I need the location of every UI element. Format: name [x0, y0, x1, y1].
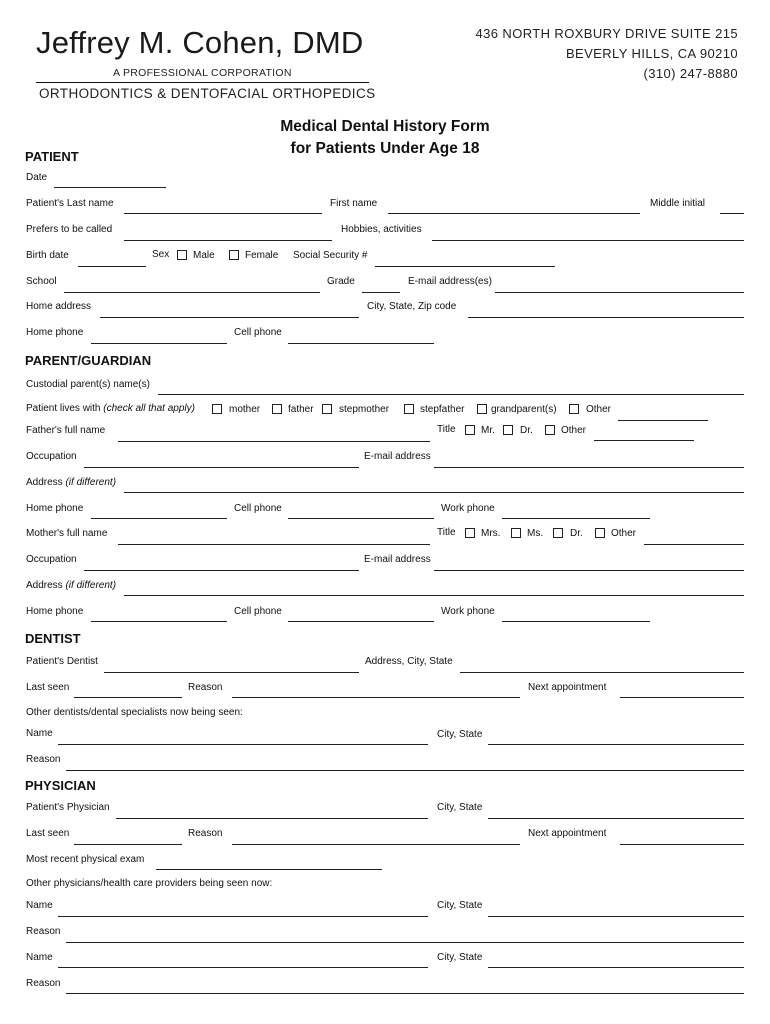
stepmother-checkbox[interactable]	[322, 404, 332, 414]
mrs-label: Mrs.	[481, 528, 501, 539]
section-patient: PATIENT	[25, 149, 79, 164]
other-relation-checkbox[interactable]	[569, 404, 579, 414]
provider-2-name-label: Name	[26, 952, 53, 963]
provider-1-city-label: City, State	[437, 900, 483, 911]
city-state-zip-label: City, State, Zip code	[367, 301, 457, 312]
grade-label: Grade	[327, 276, 355, 287]
dentist-next-appt-label: Next appointment	[528, 682, 607, 693]
email-label: E-mail address(es)	[408, 276, 492, 287]
sex-label: Sex	[152, 249, 170, 260]
mother-address-field[interactable]	[124, 595, 744, 596]
father-title-other-field[interactable]	[594, 440, 694, 441]
home-address-field[interactable]	[100, 317, 359, 318]
office-phone: (310) 247-8880	[643, 66, 738, 81]
school-label: School	[26, 276, 57, 287]
physician-city-label: City, State	[437, 802, 483, 813]
mother-other-label: Other	[611, 528, 637, 539]
father-label: father	[288, 404, 314, 415]
father-dr-checkbox[interactable]	[503, 425, 513, 435]
mr-checkbox[interactable]	[465, 425, 475, 435]
father-occupation-field[interactable]	[84, 467, 359, 468]
doctor-name: Jeffrey M. Cohen, DMD	[36, 25, 364, 60]
section-parent-guardian: PARENT/GUARDIAN	[25, 353, 152, 368]
other-dentist-name-label: Name	[26, 728, 53, 739]
mother-work-phone-field[interactable]	[502, 621, 650, 622]
mother-cell-phone-field[interactable]	[288, 621, 434, 622]
ms-checkbox[interactable]	[511, 528, 521, 538]
birth-date-label: Birth date	[26, 250, 69, 261]
father-title-label: Title	[437, 424, 456, 435]
prefers-label: Prefers to be called	[26, 224, 113, 235]
mother-occupation-field[interactable]	[84, 570, 359, 571]
dentist-last-seen-label: Last seen	[26, 682, 70, 693]
section-physician: PHYSICIAN	[25, 778, 96, 793]
father-email-field[interactable]	[434, 467, 744, 468]
provider-1-reason-field[interactable]	[66, 942, 744, 943]
lives-with-label	[26, 403, 195, 414]
physician-city-field[interactable]	[488, 818, 744, 819]
father-email-label: E-mail address	[364, 451, 431, 462]
physician-last-seen-field[interactable]	[74, 844, 182, 845]
mother-dr-label: Dr.	[570, 528, 583, 539]
mr-label: Mr.	[481, 425, 495, 436]
home-phone-label: Home phone	[26, 327, 84, 338]
father-cell-phone-field[interactable]	[288, 518, 434, 519]
other-providers-label: Other physicians/health care providers being seen now:	[26, 878, 273, 889]
dentist-reason-label: Reason	[188, 682, 223, 693]
father-checkbox[interactable]	[272, 404, 282, 414]
provider-2-city-label: City, State	[437, 952, 483, 963]
last-name-field[interactable]	[124, 213, 322, 214]
first-name-label: First name	[330, 198, 378, 209]
cell-phone-field[interactable]	[288, 343, 434, 344]
male-checkbox[interactable]	[177, 250, 187, 260]
form-title-line-1: Medical Dental History Form	[280, 118, 490, 135]
grandparents-label: grandparent(s)	[491, 404, 557, 415]
father-work-phone-label: Work phone	[441, 503, 495, 514]
hobbies-label: Hobbies, activities	[341, 224, 422, 235]
other-relation-field[interactable]	[618, 420, 708, 421]
home-phone-field[interactable]	[91, 343, 227, 344]
father-work-phone-field[interactable]	[502, 518, 650, 519]
dentist-next-appt-field[interactable]	[620, 697, 744, 698]
physician-next-appt-label: Next appointment	[528, 828, 607, 839]
middle-initial-field[interactable]	[720, 213, 744, 214]
other-dentists-label: Other dentists/dental specialists now being seen:	[26, 707, 243, 718]
mother-work-phone-label: Work phone	[441, 606, 495, 617]
provider-1-city-field[interactable]	[488, 916, 744, 917]
stepfather-checkbox[interactable]	[404, 404, 414, 414]
mothers-name-label: Mother's full name	[26, 528, 108, 539]
section-dentist: DENTIST	[25, 631, 81, 646]
stepmother-label: stepmother	[339, 404, 390, 415]
ms-label: Ms.	[527, 528, 544, 539]
father-occupation-label: Occupation	[26, 451, 77, 462]
provider-1-name-label: Name	[26, 900, 53, 911]
physician-next-appt-field[interactable]	[620, 844, 744, 845]
recent-exam-field[interactable]	[156, 869, 382, 870]
mother-dr-checkbox[interactable]	[553, 528, 563, 538]
father-address-hint: (if different)	[65, 477, 117, 488]
mother-home-phone-field[interactable]	[91, 621, 227, 622]
patients-physician-label: Patient's Physician	[26, 802, 110, 813]
mrs-checkbox[interactable]	[465, 528, 475, 538]
birth-date-field[interactable]	[78, 266, 146, 267]
form-title	[235, 116, 535, 160]
middle-initial-label: Middle initial	[650, 198, 706, 209]
grade-field[interactable]	[362, 292, 400, 293]
ssn-label: Social Security #	[293, 250, 368, 261]
address-line-1: 436 NORTH ROXBURY DRIVE SUITE 215	[475, 26, 738, 41]
provider-2-reason-label: Reason	[26, 978, 61, 989]
father-home-phone-field[interactable]	[91, 518, 227, 519]
dentist-address-label: Address, City, State	[365, 656, 453, 667]
fathers-name-label: Father's full name	[26, 425, 106, 436]
mother-address-text: Address	[26, 580, 63, 591]
mother-address-label	[26, 580, 116, 591]
date-label: Date	[26, 172, 48, 183]
provider-1-reason-label: Reason	[26, 926, 61, 937]
female-label: Female	[245, 250, 279, 261]
father-address-text: Address	[26, 477, 63, 488]
father-dr-label: Dr.	[520, 425, 533, 436]
email-field[interactable]	[495, 292, 744, 293]
mother-email-label: E-mail address	[364, 554, 431, 565]
provider-2-name-field[interactable]	[58, 967, 428, 968]
provider-1-name-field[interactable]	[58, 916, 428, 917]
mother-other-checkbox[interactable]	[595, 528, 605, 538]
mother-home-phone-label: Home phone	[26, 606, 84, 617]
cell-phone-label: Cell phone	[234, 327, 282, 338]
mother-address-hint: (if different)	[65, 580, 117, 591]
header-divider	[36, 82, 369, 83]
other-dentist-city-label: City, State	[437, 729, 483, 740]
form-title-line-2: for Patients Under Age 18	[290, 140, 480, 157]
dentist-last-seen-field[interactable]	[74, 697, 182, 698]
other-dentist-name-field[interactable]	[58, 744, 428, 745]
other-dentist-reason-label: Reason	[26, 754, 61, 765]
mother-label: mother	[229, 404, 261, 415]
first-name-field[interactable]	[388, 213, 640, 214]
dentist-reason-field[interactable]	[232, 697, 520, 698]
father-other-label: Other	[561, 425, 587, 436]
other-relation-label: Other	[586, 404, 612, 415]
father-address-field[interactable]	[124, 492, 744, 493]
mother-email-field[interactable]	[434, 570, 744, 571]
provider-2-city-field[interactable]	[488, 967, 744, 968]
check-all-hint: (check all that apply)	[103, 403, 195, 414]
address-line-2: BEVERLY HILLS, CA 90210	[565, 46, 738, 61]
father-cell-phone-label: Cell phone	[234, 503, 282, 514]
physician-reason-field[interactable]	[232, 844, 520, 845]
lives-with-text: Patient lives with	[26, 403, 101, 414]
specialty-label: ORTHODONTICS & DENTOFACIAL ORTHOPEDICS	[39, 86, 376, 101]
recent-exam-label: Most recent physical exam	[26, 854, 145, 865]
father-other-checkbox[interactable]	[545, 425, 555, 435]
fathers-name-field[interactable]	[118, 441, 430, 442]
prefers-field[interactable]	[124, 240, 332, 241]
patients-dentist-field[interactable]	[104, 672, 359, 673]
date-field[interactable]	[54, 187, 166, 188]
mother-cell-phone-label: Cell phone	[234, 606, 282, 617]
school-field[interactable]	[64, 292, 320, 293]
patients-physician-field[interactable]	[116, 818, 428, 819]
physician-reason-label: Reason	[188, 828, 223, 839]
grandparents-checkbox[interactable]	[477, 404, 487, 414]
mother-title-other-field[interactable]	[644, 544, 744, 545]
hobbies-field[interactable]	[432, 240, 744, 241]
custodial-field[interactable]	[158, 394, 744, 395]
provider-2-reason-field[interactable]	[66, 993, 744, 994]
mother-checkbox[interactable]	[212, 404, 222, 414]
home-address-label: Home address	[26, 301, 92, 312]
mothers-name-field[interactable]	[118, 544, 430, 545]
dentist-address-field[interactable]	[460, 672, 744, 673]
ssn-field[interactable]	[375, 266, 555, 267]
stepfather-label: stepfather	[420, 404, 465, 415]
father-home-phone-label: Home phone	[26, 503, 84, 514]
mother-title-label: Title	[437, 527, 456, 538]
custodial-label: Custodial parent(s) name(s)	[26, 379, 150, 390]
male-label: Male	[193, 250, 215, 261]
father-address-label	[26, 477, 116, 488]
city-state-zip-field[interactable]	[468, 317, 744, 318]
female-checkbox[interactable]	[229, 250, 239, 260]
other-dentist-city-field[interactable]	[488, 744, 744, 745]
mother-occupation-label: Occupation	[26, 554, 77, 565]
last-name-label: Patient's Last name	[26, 198, 114, 209]
corporation-label: A PROFESSIONAL CORPORATION	[113, 67, 292, 79]
physician-last-seen-label: Last seen	[26, 828, 70, 839]
other-dentist-reason-field[interactable]	[66, 770, 744, 771]
patients-dentist-label: Patient's Dentist	[26, 656, 98, 667]
